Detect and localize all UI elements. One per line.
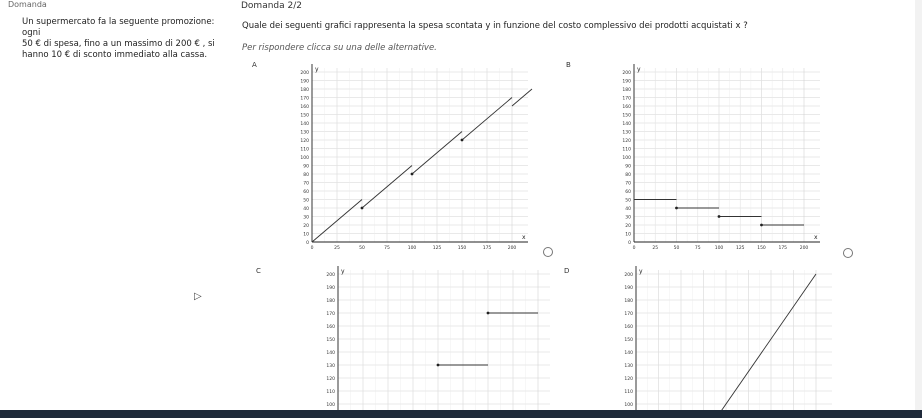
x-tick-label: 175: [482, 246, 492, 251]
x-tick-label: 0: [310, 246, 314, 251]
y-tick-label: 50: [625, 198, 631, 204]
y-tick-label: 150: [326, 337, 335, 343]
y-tick-label: 80: [303, 172, 309, 178]
y-tick-label: 20: [303, 223, 309, 229]
y-tick-label: 0: [628, 240, 631, 246]
x-axis-label: x: [814, 234, 818, 241]
y-tick-label: 110: [300, 147, 309, 153]
y-tick-label: 170: [326, 311, 335, 317]
y-tick-label: 60: [303, 189, 309, 195]
x-tick-label: 25: [652, 246, 659, 251]
question-number: Domanda 2/2: [241, 1, 302, 11]
option-c[interactable]: [252, 264, 552, 414]
option-b[interactable]: [562, 56, 842, 256]
y-tick-label: 10: [303, 232, 309, 238]
series-point: [718, 215, 721, 218]
mouse-cursor-icon: ▷: [194, 291, 202, 302]
y-tick-label: 10: [625, 232, 631, 238]
y-tick-label: 60: [625, 189, 631, 195]
y-tick-label: 140: [624, 350, 633, 356]
y-tick-label: 130: [326, 363, 335, 369]
y-tick-label: 30: [303, 215, 309, 221]
chart-d: [560, 264, 860, 414]
y-tick-label: 110: [622, 147, 631, 153]
y-tick-label: 100: [300, 155, 309, 161]
series-point: [437, 364, 440, 367]
option-letter: A: [252, 61, 257, 69]
option-d[interactable]: [560, 264, 860, 414]
y-tick-label: 180: [624, 298, 633, 304]
y-tick-label: 30: [625, 215, 631, 221]
x-tick-label: 100: [407, 246, 417, 251]
x-tick-label: 0: [632, 246, 636, 251]
y-tick-label: 140: [300, 121, 309, 127]
chart-b: [562, 56, 842, 256]
answer-hint: Per rispondere clicca su una delle alternative.: [242, 43, 437, 53]
y-tick-label: 160: [622, 104, 631, 110]
y-tick-label: 120: [624, 376, 633, 382]
y-tick-label: 190: [326, 285, 335, 291]
y-tick-label: 170: [624, 311, 633, 317]
y-tick-label: 80: [625, 172, 631, 178]
y-tick-label: 140: [622, 121, 631, 127]
option-a[interactable]: [248, 56, 548, 256]
y-tick-label: 120: [326, 376, 335, 382]
series-point: [760, 224, 763, 227]
series-point: [675, 207, 678, 210]
y-tick-label: 150: [300, 113, 309, 119]
y-tick-label: 150: [622, 113, 631, 119]
y-tick-label: 200: [326, 272, 335, 278]
header-bar: [0, 0, 922, 14]
y-tick-label: 100: [624, 402, 633, 408]
y-axis-label: y: [315, 66, 319, 73]
stem-line-1: Un supermercato fa la seguente promozione: ogni: [22, 17, 215, 38]
tab-label: Domanda: [8, 0, 47, 9]
series-point: [487, 312, 490, 315]
x-tick-label: 50: [359, 246, 365, 251]
series-point: [461, 139, 464, 142]
series-point: [361, 207, 364, 210]
y-tick-label: 160: [326, 324, 335, 330]
option-b-radio[interactable]: [843, 248, 853, 258]
x-tick-label: 25: [334, 246, 340, 251]
scrollbar[interactable]: [915, 0, 922, 418]
y-tick-label: 20: [625, 223, 631, 229]
stem-line-2: 50 € di spesa, fino a un massimo di 200 € , si: [22, 39, 215, 49]
option-letter: B: [566, 61, 571, 69]
y-tick-label: 200: [622, 70, 631, 76]
y-tick-label: 160: [300, 104, 309, 110]
y-tick-label: 90: [625, 164, 631, 170]
y-tick-label: 100: [622, 155, 631, 161]
option-letter: D: [564, 267, 570, 275]
x-tick-label: 150: [457, 246, 467, 251]
x-tick-label: 200: [799, 246, 809, 251]
x-tick-label: 125: [735, 246, 745, 251]
y-tick-label: 150: [624, 337, 633, 343]
y-tick-label: 100: [326, 402, 335, 408]
option-a-radio[interactable]: [543, 247, 553, 257]
taskbar: [0, 410, 922, 418]
x-tick-label: 125: [432, 246, 442, 251]
x-tick-label: 75: [384, 246, 390, 251]
y-tick-label: 180: [326, 298, 335, 304]
x-tick-label: 175: [778, 246, 788, 251]
y-tick-label: 190: [300, 79, 309, 85]
y-tick-label: 70: [625, 181, 631, 187]
x-tick-label: 75: [694, 246, 701, 251]
y-tick-label: 70: [303, 181, 309, 187]
y-tick-label: 130: [300, 130, 309, 136]
y-tick-label: 190: [624, 285, 633, 291]
y-tick-label: 40: [625, 206, 631, 212]
y-tick-label: 40: [303, 206, 309, 212]
x-tick-label: 100: [714, 246, 724, 251]
y-tick-label: 50: [303, 198, 309, 204]
y-tick-label: 0: [306, 240, 309, 246]
y-axis-label: y: [341, 268, 345, 275]
series-point: [411, 173, 414, 176]
y-tick-label: 110: [624, 389, 633, 395]
y-tick-label: 130: [624, 363, 633, 369]
y-tick-label: 200: [300, 70, 309, 76]
x-tick-label: 50: [673, 246, 680, 251]
question-text: Quale dei seguenti grafici rappresenta la spesa scontata y in funzione del costo complessivo dei prodotti acquistati x ?: [242, 21, 748, 31]
y-tick-label: 120: [300, 138, 309, 144]
option-letter: C: [256, 267, 261, 275]
x-tick-label: 200: [507, 246, 517, 251]
y-tick-label: 180: [622, 87, 631, 93]
y-axis-label: y: [639, 268, 643, 275]
chart-a: [248, 56, 548, 256]
y-tick-label: 200: [624, 272, 633, 278]
x-axis-label: x: [522, 234, 526, 241]
y-tick-label: 180: [300, 87, 309, 93]
chart-c: [252, 264, 552, 414]
y-tick-label: 190: [622, 79, 631, 85]
y-tick-label: 90: [303, 164, 309, 170]
problem-stem: [22, 17, 232, 61]
y-tick-label: 130: [622, 130, 631, 136]
stem-line-3: hanno 10 € di sconto immediato alla cassa.: [22, 50, 208, 60]
y-tick-label: 120: [622, 138, 631, 144]
y-tick-label: 170: [622, 96, 631, 102]
x-tick-label: 150: [757, 246, 766, 251]
y-tick-label: 170: [300, 96, 309, 102]
y-tick-label: 160: [624, 324, 633, 330]
y-tick-label: 110: [326, 389, 335, 395]
y-axis-label: y: [637, 66, 641, 73]
y-tick-label: 140: [326, 350, 335, 356]
